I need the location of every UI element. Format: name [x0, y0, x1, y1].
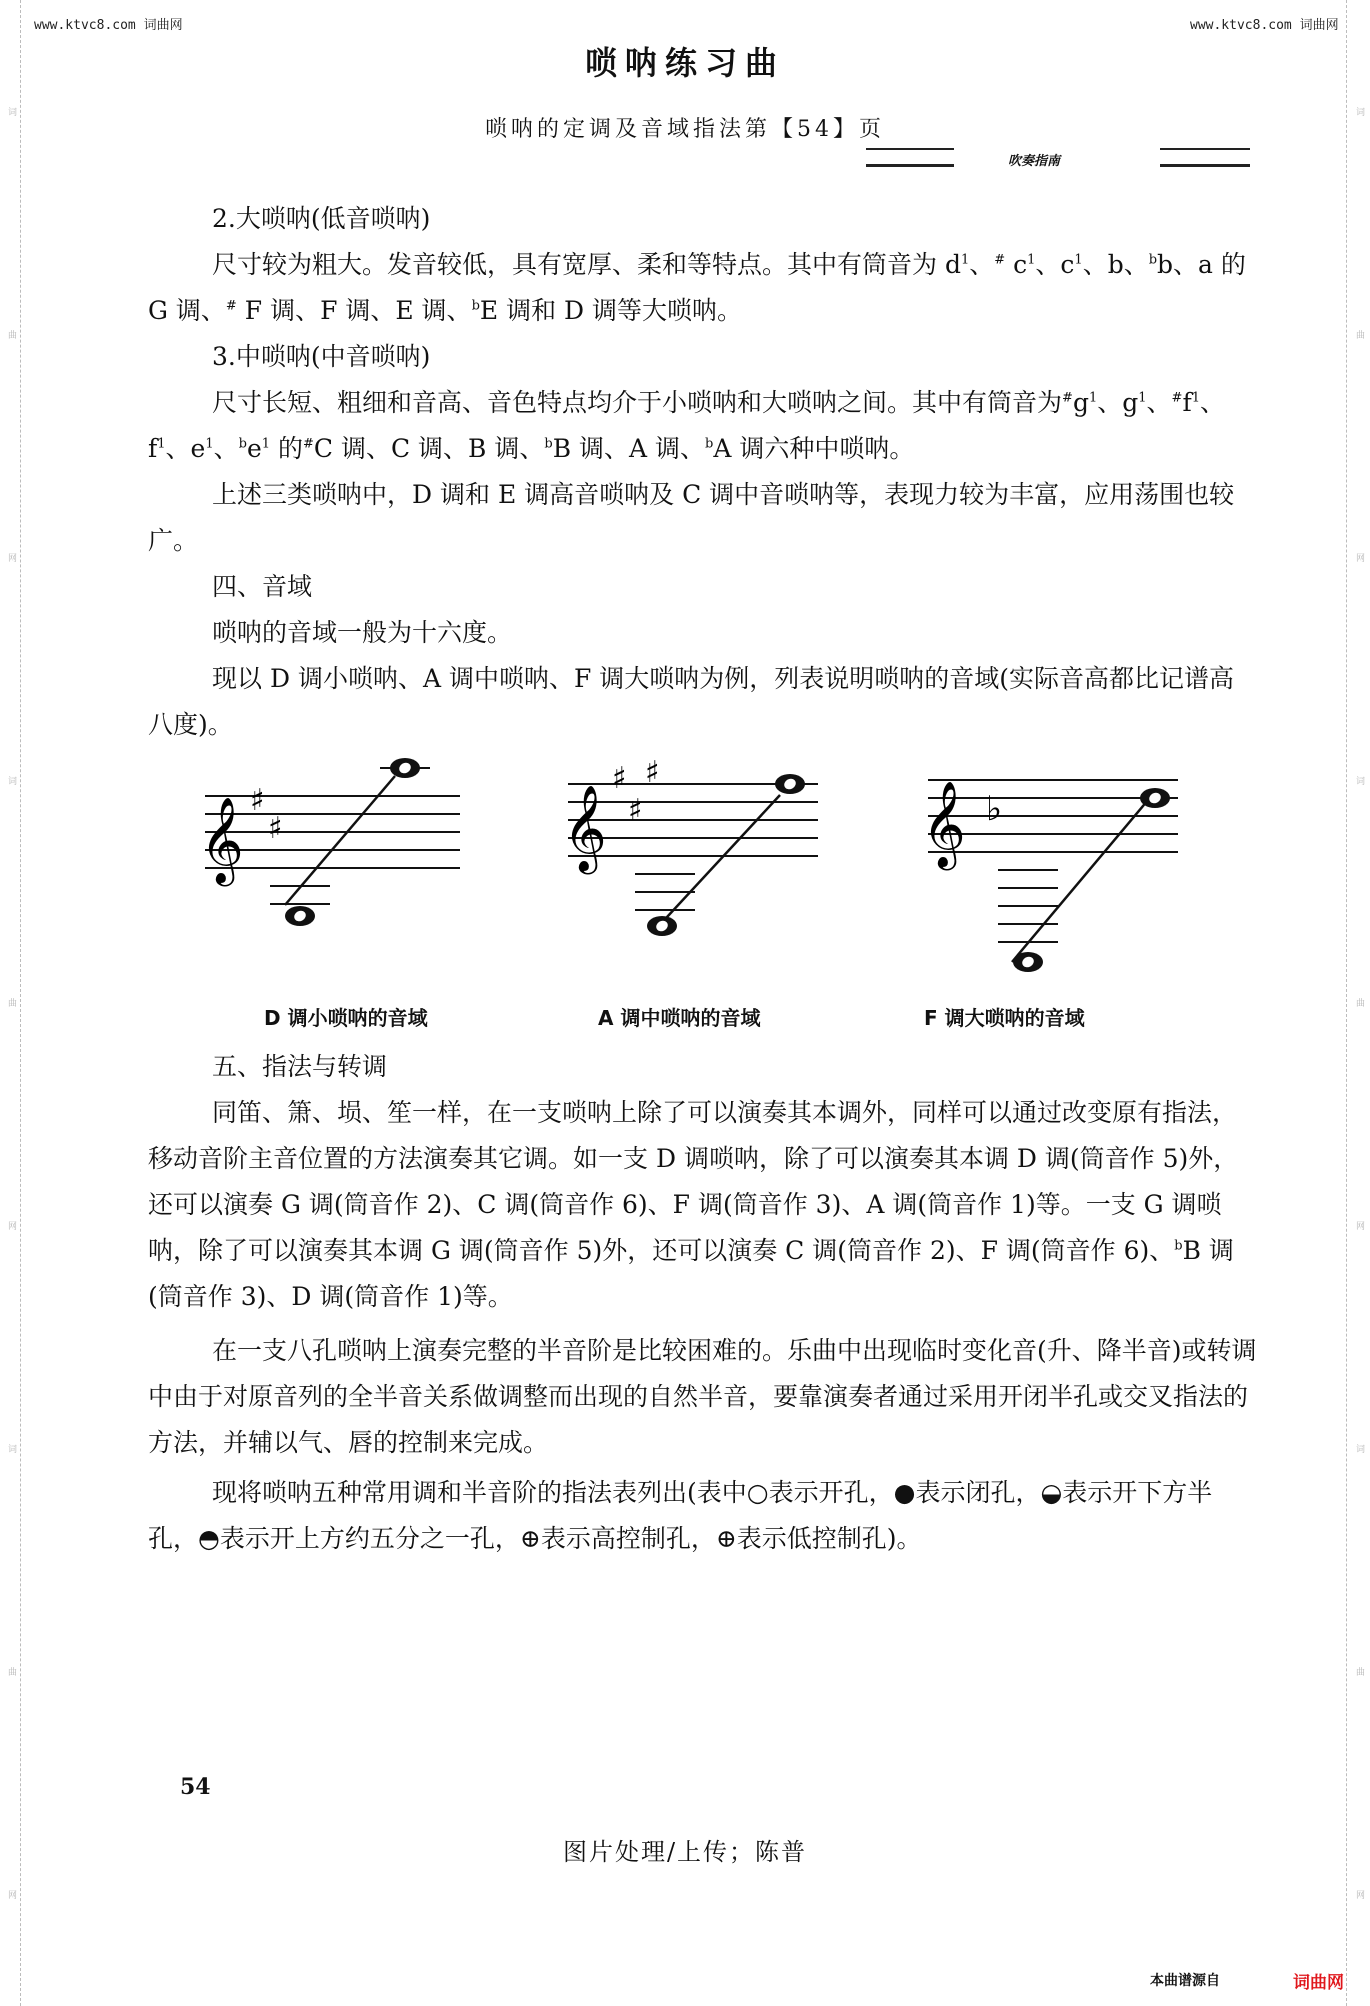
- left-edge-rule: [20, 0, 21, 2006]
- page-title: 唢呐练习曲: [584, 44, 785, 82]
- deco-bars-right: [1160, 148, 1250, 167]
- source-label: 本曲谱源自: [1150, 1973, 1220, 1989]
- section-finger-p1: 同笛、箫、埙、笙一样，在一支唢呐上除了可以演奏其本调外，同样可以通过改变原有指法，移动音阶主音位置的方法演奏其它调。如一支 D 调唢呐，除了可以演奏其本调 D 调(筒音作 5)外，还可以演奏 G 调(筒音作 2)、C 调(筒音作 6)、F 调(筒音作 3)、A 调(筒音作 1)等。一支 G 调唢呐，除了可以演奏其本调 G 调(筒音作 5)外，还可以演奏 C 调(筒音作 2)、F 调(筒音作 6)、$^b$B 调(筒音作 3)、D 调(筒音作 1)等。: [148, 1098, 1239, 1311]
- low-control-hole-icon: ⊕: [715, 1524, 737, 1553]
- watermark-char: 词: [1354, 1444, 1364, 1454]
- credit-line: 图片处理/上传；陈普: [562, 1838, 808, 1866]
- section-range-heading: 四、音域: [212, 572, 313, 601]
- watermark-char: 词: [1354, 775, 1364, 785]
- right-watermark-column: [1352, 0, 1366, 2006]
- left-watermark-column: [4, 0, 18, 2006]
- watermark-char: 词: [6, 775, 16, 785]
- sharp-sign: ♯: [628, 793, 643, 828]
- section-mid-heading: 3.中唢呐(中音唢呐): [212, 342, 431, 371]
- section-finger-p3: 现将唢呐五种常用调和半音阶的指法表列出(表中○表示开孔，●表示闭孔，◒表示开下方半孔，◓表示开上方约五分之一孔，⊕表示高控制孔，⊕表示低控制孔)。: [148, 1478, 1213, 1553]
- brand-logo-text[interactable]: 词曲网: [1293, 1973, 1344, 1993]
- sharp-sign: ♯: [250, 783, 265, 818]
- section-range-p2: 现以 D 调小唢呐、A 调中唢呐、F 调大唢呐为例，列表说明唢呐的音域(实际音高都比记谱高八度)。: [148, 664, 1234, 739]
- section-range-p1: 唢呐的音域一般为十六度。: [212, 618, 513, 647]
- treble-clef-icon: 𝄞: [200, 797, 244, 883]
- site-url-left[interactable]: www.ktvc8.com 词曲网: [34, 18, 183, 33]
- treble-clef-icon: 𝄞: [922, 781, 966, 867]
- treble-clef-icon: 𝄞: [563, 785, 607, 871]
- section-big-heading: 2.大唢呐(低音唢呐): [212, 204, 431, 233]
- ledger-lines-a: [635, 874, 695, 910]
- watermark-char: 网: [6, 1221, 16, 1231]
- sharp-sign: ♯: [612, 761, 627, 796]
- section-finger-heading: 五、指法与转调: [212, 1052, 388, 1081]
- sharp-sign: ♯: [268, 811, 283, 846]
- watermark-char: 曲: [6, 329, 16, 339]
- flat-sign: ♭: [986, 789, 1003, 829]
- watermark-char: 词: [6, 106, 16, 116]
- half-hole-icon: ◒: [1040, 1478, 1063, 1507]
- watermark-char: 词: [6, 1444, 16, 1454]
- right-edge-rule: [1346, 0, 1347, 2006]
- watermark-char: 曲: [1354, 1667, 1364, 1677]
- open-hole-icon: ○: [746, 1478, 769, 1507]
- summary-paragraph: 上述三类唢呐中，D 调和 E 调高音唢呐及 C 调中音唢呐等，表现力较为丰富，应用荡围也较广。: [148, 480, 1235, 555]
- ledger-lines-f: [998, 870, 1058, 942]
- range-line-f: [1012, 800, 1148, 962]
- body-text-upper: [148, 196, 1258, 748]
- deco-bars-left: [866, 148, 954, 167]
- watermark-char: 曲: [6, 1667, 16, 1677]
- watermark-char: 网: [6, 1889, 16, 1899]
- high-control-hole-icon: ⊕: [519, 1524, 541, 1553]
- section-finger-p2: 在一支八孔唢呐上演奏完整的半音阶是比较困难的。乐曲中出现临时变化音(升、降半音)或转调中由于对原音列的全半音关系做调整而出现的自然半音，要靠演奏者通过采用开闭半孔或交叉指法的方法，并辅以气、唇的控制来完成。: [148, 1336, 1257, 1457]
- range-figures: [0, 740, 1370, 980]
- watermark-char: 曲: [6, 998, 16, 1008]
- page-subtitle: 唢呐的定调及音域指法第【54】页: [485, 117, 885, 142]
- page-number: 54: [180, 1774, 211, 1800]
- caption-a: A 调中唢呐的音域: [598, 1006, 761, 1030]
- caption-d: D 调小唢呐的音域: [264, 1006, 428, 1030]
- closed-hole-icon: ●: [893, 1478, 916, 1507]
- watermark-char: 网: [6, 552, 16, 562]
- range-line-a: [655, 795, 780, 930]
- site-url-right[interactable]: www.ktvc8.com 词曲网: [1190, 18, 1339, 33]
- fifth-hole-icon: ◓: [198, 1524, 220, 1553]
- deco-label: 吹奏指南: [1008, 154, 1061, 169]
- caption-f: F 调大唢呐的音域: [924, 1006, 1085, 1030]
- sharp-sign: ♯: [645, 755, 660, 790]
- watermark-char: 网: [1354, 1889, 1364, 1899]
- watermark-char: 词: [1354, 106, 1364, 116]
- watermark-char: 曲: [1354, 329, 1364, 339]
- section-big-body: 尺寸较为粗大。发音较低，具有宽厚、柔和等特点。其中有筒音为 $d^1$、# $c^1$、$c^1$、b、$^b$b、a 的 G 调、# F 调、F 调、E 调、$^b$E 调和 D 调等大唢呐。: [148, 250, 1246, 325]
- watermark-char: 曲: [1354, 998, 1364, 1008]
- section-mid-body: 尺寸长短、粗细和音高、音色特点均介于小唢呐和大唢呐之间。其中有筒音为$^{\#}g^1$、$g^1$、$^{\#}f^1$、$f^1$、$e^1$、$^be^1$ 的#C 调、C 调、B 调、$^b$B 调、A 调、$^b$A 调六种中唢呐。: [148, 388, 1226, 463]
- watermark-char: 网: [1354, 552, 1364, 562]
- body-text-lower: [148, 1044, 1258, 1562]
- ledger-lines-d: [270, 768, 430, 904]
- watermark-char: 网: [1354, 1221, 1364, 1231]
